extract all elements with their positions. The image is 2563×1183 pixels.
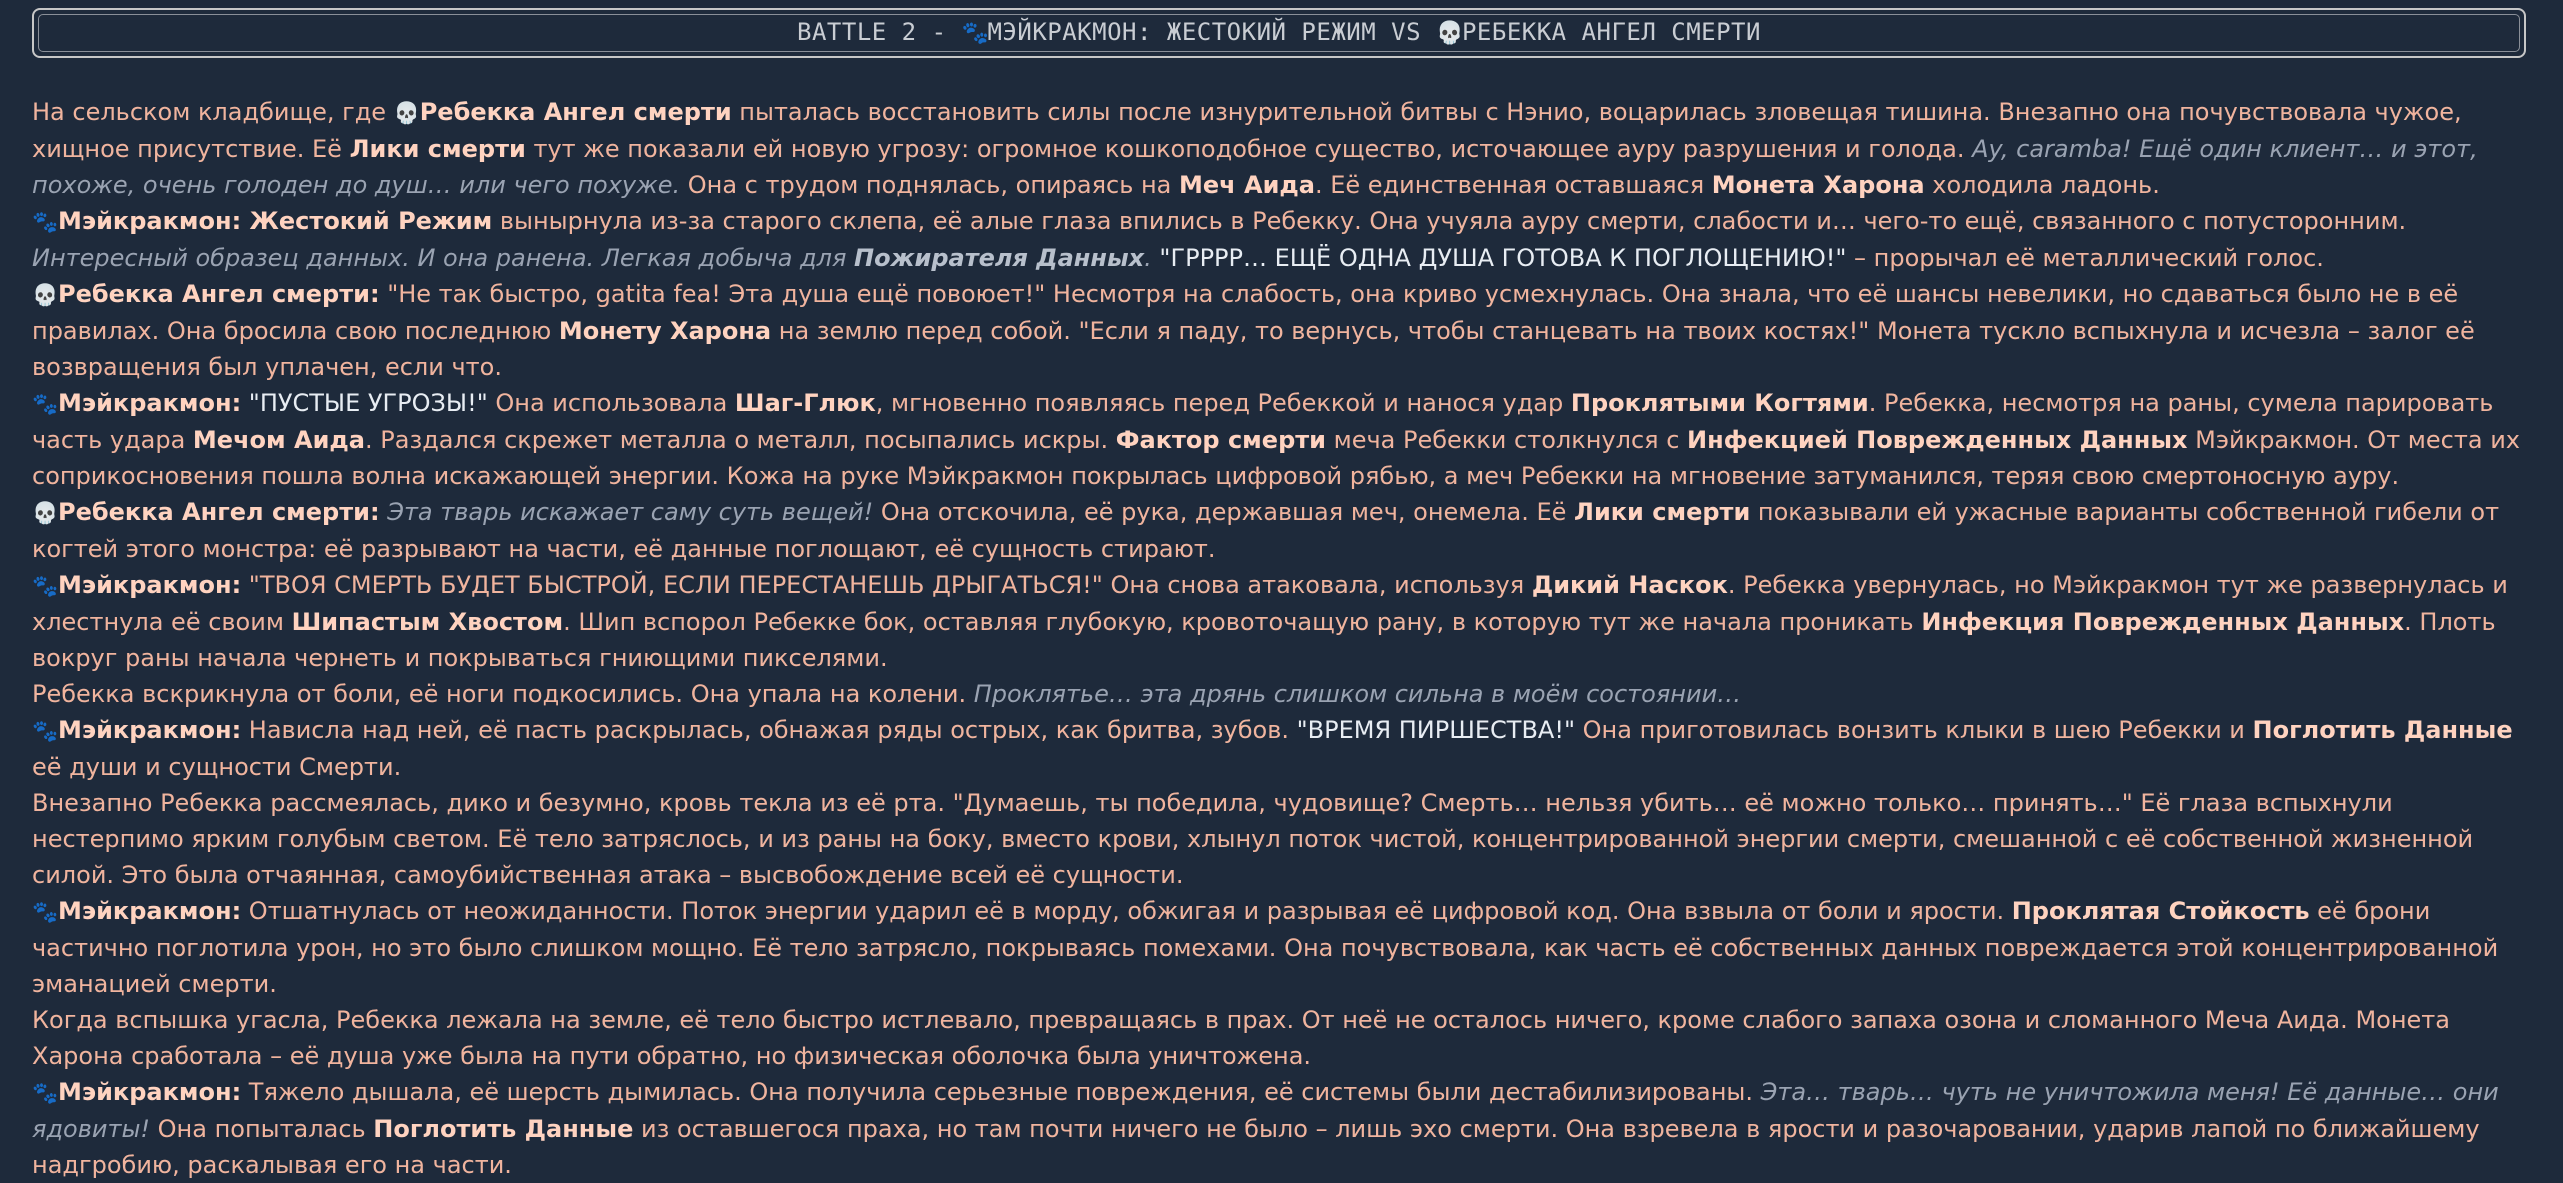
narration: Внезапно Ребекка рассмеялась, дико и безумно, кровь текла из её рта. "Думаешь, ты победила, чудовище? Смерть… нельзя убить… её можно только… принять…" Её глаза вспыхнули нестерпимо ярким голубым светом. Её тело затряслось, и из раны на боку, вместо крови, хлынул поток чистой, концентрированной энергии смерти, смешанной с её собственной жизненной силой. Это была отчаянная, самоубийственная атака – высвобождение всей её сущности. xyxy=(32,789,2474,889)
story-paragraph-4 xyxy=(32,385,2532,494)
paw-icon: 🐾 xyxy=(32,392,59,416)
ability-name: Пожирателя Данных xyxy=(854,244,1145,272)
narration: Она попыталась xyxy=(150,1115,374,1143)
dialogue: "ВРЕМЯ ПИРШЕСТВА!" xyxy=(1288,716,1576,744)
paw-icon: 🐾 xyxy=(961,21,990,46)
character-name: Мэйкракмон: xyxy=(58,1078,242,1106)
story-paragraph-8 xyxy=(32,712,2532,785)
narration: "ТВОЯ СМЕРТЬ БУДЕТ БЫСТРОЙ, ЕСЛИ ПЕРЕСТАНЕШЬ ДРЫГАТЬСЯ!" Она снова атаковала, используя xyxy=(241,571,1532,599)
paw-icon: 🐾 xyxy=(32,210,59,234)
character-name: Мэйкракмон: xyxy=(58,389,242,417)
inner-thought: Интересный образец данных. И она ранена. Легкая добыча для xyxy=(32,244,855,272)
paw-icon: 🐾 xyxy=(32,574,59,598)
item-name: Монету Харона xyxy=(558,317,772,345)
battle-story xyxy=(32,94,2532,1183)
vs-label: VS xyxy=(1376,18,1436,46)
story-paragraph-1 xyxy=(32,94,2532,203)
narration: вынырнула из-за старого склепа, её алые глаза впились в Ребекку. Она учуяла ауру смерти, слабости и… чего-то ещё, связанного с потусторонним. xyxy=(492,207,2407,235)
narration: "Не так быстро, gatita fea! Эта душа ещё повоюет!" Несмотря на слабость, она криво усмехнулась. Она знала, что её шансы невелики, но сдаваться было не в её правилах. Она бросила свою последнюю xyxy=(32,280,2459,345)
narration: холодила ладонь. xyxy=(1924,171,2160,199)
character-name: Мэйкракмон: xyxy=(58,571,242,599)
fighter2-name: РЕБЕККА АНГЕЛ СМЕРТИ xyxy=(1461,18,1761,46)
narration: Она с трудом поднялась, опираясь на xyxy=(680,171,1180,199)
paw-icon: 🐾 xyxy=(32,719,59,743)
skull-icon: 💀 xyxy=(32,501,59,525)
ability-name: Проклятыми Когтями xyxy=(1570,389,1869,417)
story-paragraph-6 xyxy=(32,567,2532,676)
inner-thought: Проклятье… эта дрянь слишком сильна в моём состоянии… xyxy=(973,680,1742,708)
narration: показывали ей ужасные варианты собственной гибели от когтей этого монстра: её разрывают на части, её данные поглощают, её сущность стирают. xyxy=(32,498,2500,563)
character-name: Ребекка Ангел смерти: xyxy=(58,498,380,526)
narration: пыталась восстановить силы после изнурительной битвы с Нэнио, воцарилась зловещая тишина. Внезапно она почувствовала чужое, хищное присутствие. Её xyxy=(32,98,2462,163)
character-name: Мэйкракмон: xyxy=(58,897,242,925)
dialogue: "ГРРРР… ЕЩЁ ОДНА ДУША ГОТОВА К ПОГЛОЩЕНИЮ!" xyxy=(1151,244,1847,272)
ability-name: Дикий Наскок xyxy=(1531,571,1728,599)
skull-icon: 💀 xyxy=(32,283,59,307)
dialogue: "ПУСТЫЕ УГРОЗЫ!" xyxy=(241,389,488,417)
paw-icon: 🐾 xyxy=(32,1081,59,1105)
narration: Нависла над ней, её пасть раскрылась, обнажая ряды острых, как бритва, зубов. xyxy=(241,716,1289,744)
narration: из оставшегося праха, но там почти ничего не было – лишь эхо смерти. Она взревела в ярости и разочаровании, ударив лапой по ближайшему надгробию, раскалывая его на части. xyxy=(32,1115,2480,1179)
inner-thought: Эта… тварь… чуть не уничтожила меня! Её данные… они ядовиты! xyxy=(32,1078,2499,1143)
narration: Мэйкракмон. От места их соприкосновения пошла волна искажающей энергии. Кожа на руке Мэйкракмон покрылась цифровой рябью, а меч Ребекки на мгновение затуманился, теряя свою смертоносную ауру. xyxy=(32,426,2520,490)
inner-thought: Ay, caramba! Ещё один клиент… и этот, похоже, очень голоден до душ… или чего похуже. xyxy=(32,135,2478,199)
story-paragraph-7 xyxy=(32,676,2532,712)
narration: – прорычал её металлический голос. xyxy=(1846,244,2324,272)
story-paragraph-10 xyxy=(32,893,2532,1002)
narration: Тяжело дышала, её шерсть дымилась. Она получила серьезные повреждения, её системы были дестабилизированы. xyxy=(241,1078,1761,1106)
narration: Она использовала xyxy=(487,389,735,417)
item-name: Меч Аида xyxy=(1179,171,1315,199)
ability-name: Лики смерти xyxy=(349,135,526,163)
narration: Ребекка вскрикнула от боли, её ноги подкосились. Она упала на колени. xyxy=(32,680,974,708)
story-paragraph-3 xyxy=(32,276,2532,385)
story-paragraph-5 xyxy=(32,494,2532,567)
narration: . Ребекка увернулась, но Мэйкракмон тут же развернулась и хлестнула её своим xyxy=(32,571,2508,636)
narration: её брони частично поглотила урон, но это было слишком мощно. Её тело затрясло, покрываясь помехами. Она почувствовала, как часть её собственных данных повреждается этой концентрированной эманацией смерти. xyxy=(32,897,2499,998)
ability-name: Поглотить Данные xyxy=(2252,716,2513,744)
previous-text-fragment xyxy=(32,0,2532,8)
ability-name: Инфекция Поврежденных Данных xyxy=(1921,608,2405,636)
narration: . Её единственная оставшаяся xyxy=(1314,171,1712,199)
character-name: Мэйкракмон: Жестокий Режим xyxy=(58,207,493,235)
narration: Она отскочила, её рука, державшая меч, онемела. Её xyxy=(873,498,1575,526)
story-paragraph-9 xyxy=(32,785,2532,893)
narration: На сельском кладбище, где xyxy=(32,98,394,126)
ability-name: Шипастым Хвостом xyxy=(291,608,564,636)
narration: , мгновенно появляясь перед Ребеккой и нанося удар xyxy=(875,389,1571,417)
narration: . Шип вспорол Ребекке бок, оставляя глубокую, кровоточащую рану, в которую тут же начала проникать xyxy=(563,608,1922,636)
narration: . Плоть вокруг раны начала чернеть и покрываться гниющими пикселями. xyxy=(32,608,2496,672)
inner-thought: . xyxy=(1144,244,1152,272)
inner-thought: Эта тварь искажает саму суть вещей! xyxy=(379,498,874,526)
battle-prefix: BATTLE 2 - xyxy=(797,18,962,46)
narration: . Ребекка, несмотря на раны, сумела парировать часть удара xyxy=(32,389,2494,454)
character-name: Мэйкракмон: xyxy=(58,716,242,744)
skull-icon: 💀 xyxy=(393,101,420,125)
story-paragraph-11 xyxy=(32,1002,2532,1074)
character-name: Ребекка Ангел смерти xyxy=(419,98,732,126)
ability-name: Проклятая Стойкость xyxy=(2011,897,2310,925)
narration: . Раздался скрежет металла о металл, посыпались искры. xyxy=(365,426,1116,454)
ability-name: Лики смерти xyxy=(1574,498,1751,526)
narration: Отшатнулась от неожиданности. Поток энергии ударил её в морду, обжигая и разрывая её цифровой код. Она взвыла от боли и ярости. xyxy=(241,897,2012,925)
battle-header-box xyxy=(32,8,2526,58)
fighter1-name: МЭЙКРАКМОН: ЖЕСТОКИЙ РЕЖИМ xyxy=(987,18,1377,46)
ability-name: Фактор смерти xyxy=(1115,426,1326,454)
ability-name: Поглотить Данные xyxy=(373,1115,634,1143)
story-paragraph-12 xyxy=(32,1074,2532,1183)
narration: Когда вспышка угасла, Ребекка лежала на земле, её тело быстро истлевало, превращаясь в прах. От неё не осталось ничего, кроме слабого запаха озона и сломанного Меча Аида. Монета Харона сработала – её душа уже была на пути обратно, но физическая оболочка была уничтожена. xyxy=(32,1006,2450,1070)
ability-name: Инфекцией Поврежденных Данных xyxy=(1687,426,2188,454)
character-name: Ребекка Ангел смерти: xyxy=(58,280,380,308)
narration: тут же показали ей новую угрозу: огромное кошкоподобное существо, источающее ауру разрушения и голода. xyxy=(525,135,1973,163)
item-name: Монета Харона xyxy=(1711,171,1925,199)
narration: на землю перед собой. "Если я паду, то вернусь, чтобы станцевать на твоих костях!" Монета тускло вспыхнула и исчезла – залог её возвращения был уплачен, если что. xyxy=(32,317,2475,381)
narration: Она приготовилась вонзить клыки в шею Ребекки и xyxy=(1575,716,2253,744)
narration: её души и сущности Смерти. xyxy=(32,753,402,781)
skull-icon: 💀 xyxy=(1435,21,1464,46)
ability-name: Шаг-Глюк xyxy=(734,389,876,417)
narration: меча Ребекки столкнулся с xyxy=(1325,426,1688,454)
paw-icon: 🐾 xyxy=(32,900,59,924)
story-paragraph-2 xyxy=(32,203,2532,276)
item-name: Мечом Аида xyxy=(192,426,365,454)
battle-title xyxy=(797,14,1761,52)
